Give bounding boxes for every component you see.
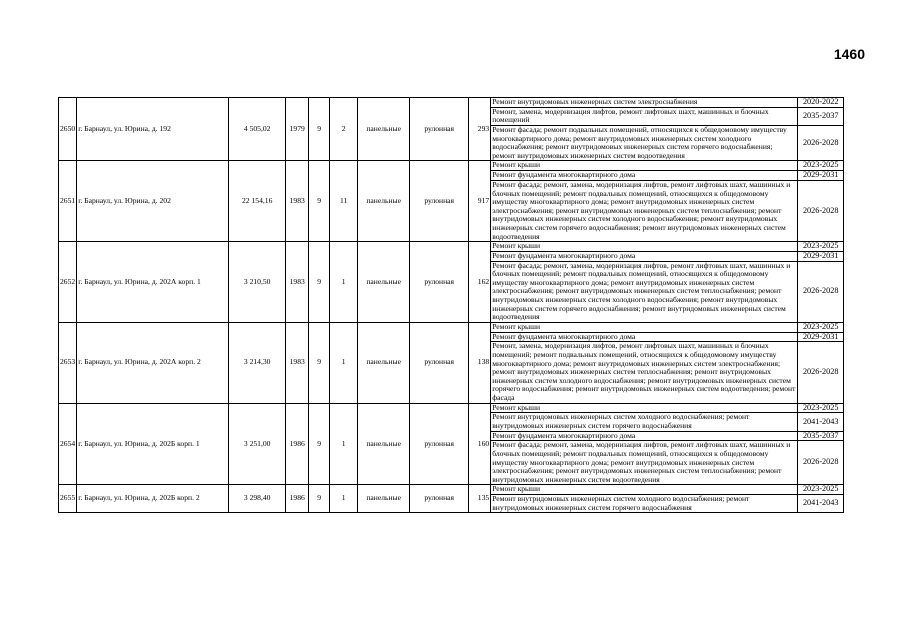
work-type: Ремонт фасада; ремонт, замена, модернизация лифтов, ремонт лифтовых шахт, машинных и блочных помещений; ремонт подвальных помещений, относящихся к общедомовому имуществу многоквартирного дома; ремонт внутридомовых инженерных систем электроснабжения; ремонт внутридомовых инженерных систем теплоснабжения; ремонт внутридомовых инженерных систем водоотведения [491,441,798,485]
table-row [59,403,844,413]
work-type: Ремонт внутридомовых инженерных систем электроснабжения [491,98,798,108]
work-type: Ремонт, замена, модернизация лифтов, ремонт лифтовых шахт, машинных и блочных помещений [491,107,798,125]
building-area: 3 251,00 [229,403,286,485]
work-period: 2023-2025 [798,403,844,413]
work-type: Ремонт внутридомовых инженерных систем холодного водоснабжения; ремонт внутридомовых инженерных систем горячего водоснабжения [491,495,798,513]
building-area: 3 210,50 [229,242,286,323]
work-period: 2026-2028 [798,342,844,403]
table-body [59,98,844,513]
build-year: 1983 [286,161,309,242]
floors-count: 9 [309,161,330,242]
building-number: 2650 [59,98,77,161]
build-year: 1979 [286,98,309,161]
floors-count: 9 [309,322,330,403]
build-year: 1986 [286,485,309,513]
wall-material: панельные [358,161,410,242]
build-year: 1983 [286,322,309,403]
work-period: 2029-2031 [798,171,844,181]
wall-material: панельные [358,485,410,513]
work-type: Ремонт фундамента многоквартирного дома [491,251,798,261]
build-year: 1983 [286,242,309,323]
work-type: Ремонт фундамента многоквартирного дома [491,332,798,342]
work-period: 2023-2025 [798,161,844,171]
page-number: 1460 [833,46,865,62]
work-type: Ремонт крыши [491,242,798,252]
residents-count: 162 [469,242,491,323]
building-address: г. Барнаул, ул. Юрина, д. 202 [77,161,229,242]
building-area: 22 154,16 [229,161,286,242]
entrances-count: 1 [330,403,358,485]
building-number: 2654 [59,403,77,485]
work-period: 2023-2025 [798,322,844,332]
work-period: 2026-2028 [798,180,844,241]
roof-type: рулонная [410,98,469,161]
entrances-count: 1 [330,485,358,513]
work-type: Ремонт, замена, модернизация лифтов, ремонт лифтовых шахт, машинных и блочных помещений; ремонт подвальных помещений, относящихся к общедомовому имуществу многоквартирного дома; ремонт внутридомовых инженерных систем электроснабжения; ремонт внутридомовых инженерных систем теплоснабжения; ремонт внутридомовых инженерных систем холодного водоснабжения; ремонт внутридомовых инженерных систем горячего водоснабжения; ремонт внутридомовых инженерных систем водоотведения; ремонт фасада [491,342,798,403]
work-type: Ремонт крыши [491,485,798,495]
work-type: Ремонт фасада; ремонт, замена, модернизация лифтов, ремонт лифтовых шахт, машинных и блочных помещений; ремонт подвальных помещений, относящихся к общедомовому имуществу многоквартирного дома; ремонт внутридомовых инженерных систем электроснабжения; ремонт внутридомовых инженерных систем теплоснабжения; ремонт внутридомовых инженерных систем холодного водоснабжения; ремонт внутридомовых инженерных систем горячего водоснабжения; ремонт внутридомовых инженерных систем водоотведения [491,180,798,241]
work-type: Ремонт фундамента многоквартирного дома [491,171,798,181]
roof-type: рулонная [410,322,469,403]
work-type: Ремонт фундамента многоквартирного дома [491,431,798,441]
work-period: 2023-2025 [798,485,844,495]
table-row [59,161,844,171]
work-period: 2026-2028 [798,261,844,322]
work-period: 2020-2022 [798,98,844,108]
building-address: г. Барнаул, ул. Юрина, д. 202Б корп. 2 [77,485,229,513]
building-area: 3 214,30 [229,322,286,403]
wall-material: панельные [358,98,410,161]
work-type: Ремонт фасада; ремонт подвальных помещений, относящихся к общедомовому имуществу многоквартирного дома; ремонт внутридомовых инженерных систем холодного водоснабжения; ремонт внутридомовых инженерных систем горячего водоснабжения; ремонт внутридомовых инженерных систем водоотведения [491,125,798,160]
wall-material: панельные [358,242,410,323]
table-row [59,98,844,108]
capital-repair-table [58,97,844,513]
work-period: 2026-2028 [798,125,844,160]
building-area: 3 298,40 [229,485,286,513]
roof-type: рулонная [410,161,469,242]
floors-count: 9 [309,98,330,161]
building-address: г. Барнаул, ул. Юрина, д. 202А корп. 1 [77,242,229,323]
building-area: 4 505,02 [229,98,286,161]
residents-count: 917 [469,161,491,242]
work-period: 2023-2025 [798,242,844,252]
roof-type: рулонная [410,485,469,513]
roof-type: рулонная [410,403,469,485]
work-type: Ремонт крыши [491,322,798,332]
work-period: 2029-2031 [798,332,844,342]
building-number: 2655 [59,485,77,513]
work-type: Ремонт фасада; ремонт, замена, модернизация лифтов, ремонт лифтовых шахт, машинных и блочных помещений; ремонт подвальных помещений, относящихся к общедомовому имуществу многоквартирного дома; ремонт внутридомовых инженерных систем электроснабжения; ремонт внутридомовых инженерных систем теплоснабжения; ремонт внутридомовых инженерных систем холодного водоснабжения; ремонт внутридомовых инженерных систем горячего водоснабжения; ремонт внутридомовых инженерных систем водоотведения [491,261,798,322]
building-address: г. Барнаул, ул. Юрина, д. 202Б корп. 1 [77,403,229,485]
work-period: 2035-2037 [798,107,844,125]
work-period: 2035-2037 [798,431,844,441]
entrances-count: 1 [330,242,358,323]
work-period: 2041-2043 [798,413,844,431]
table-row [59,322,844,332]
entrances-count: 1 [330,322,358,403]
wall-material: панельные [358,322,410,403]
building-address: г. Барнаул, ул. Юрина, д. 202А корп. 2 [77,322,229,403]
residents-count: 160 [469,403,491,485]
floors-count: 9 [309,485,330,513]
residents-count: 293 [469,98,491,161]
table-row [59,242,844,252]
work-type: Ремонт внутридомовых инженерных систем холодного водоснабжения; ремонт внутридомовых инженерных систем горячего водоснабжения [491,413,798,431]
residents-count: 135 [469,485,491,513]
roof-type: рулонная [410,242,469,323]
building-address: г. Барнаул, ул. Юрина, д. 192 [77,98,229,161]
work-period: 2029-2031 [798,251,844,261]
work-period: 2026-2028 [798,441,844,485]
work-type: Ремонт крыши [491,403,798,413]
work-type: Ремонт крыши [491,161,798,171]
wall-material: панельные [358,403,410,485]
entrances-count: 2 [330,98,358,161]
floors-count: 9 [309,242,330,323]
floors-count: 9 [309,403,330,485]
building-number: 2651 [59,161,77,242]
table-row [59,485,844,495]
entrances-count: 11 [330,161,358,242]
build-year: 1986 [286,403,309,485]
building-number: 2653 [59,322,77,403]
residents-count: 138 [469,322,491,403]
building-number: 2652 [59,242,77,323]
work-period: 2041-2043 [798,495,844,513]
